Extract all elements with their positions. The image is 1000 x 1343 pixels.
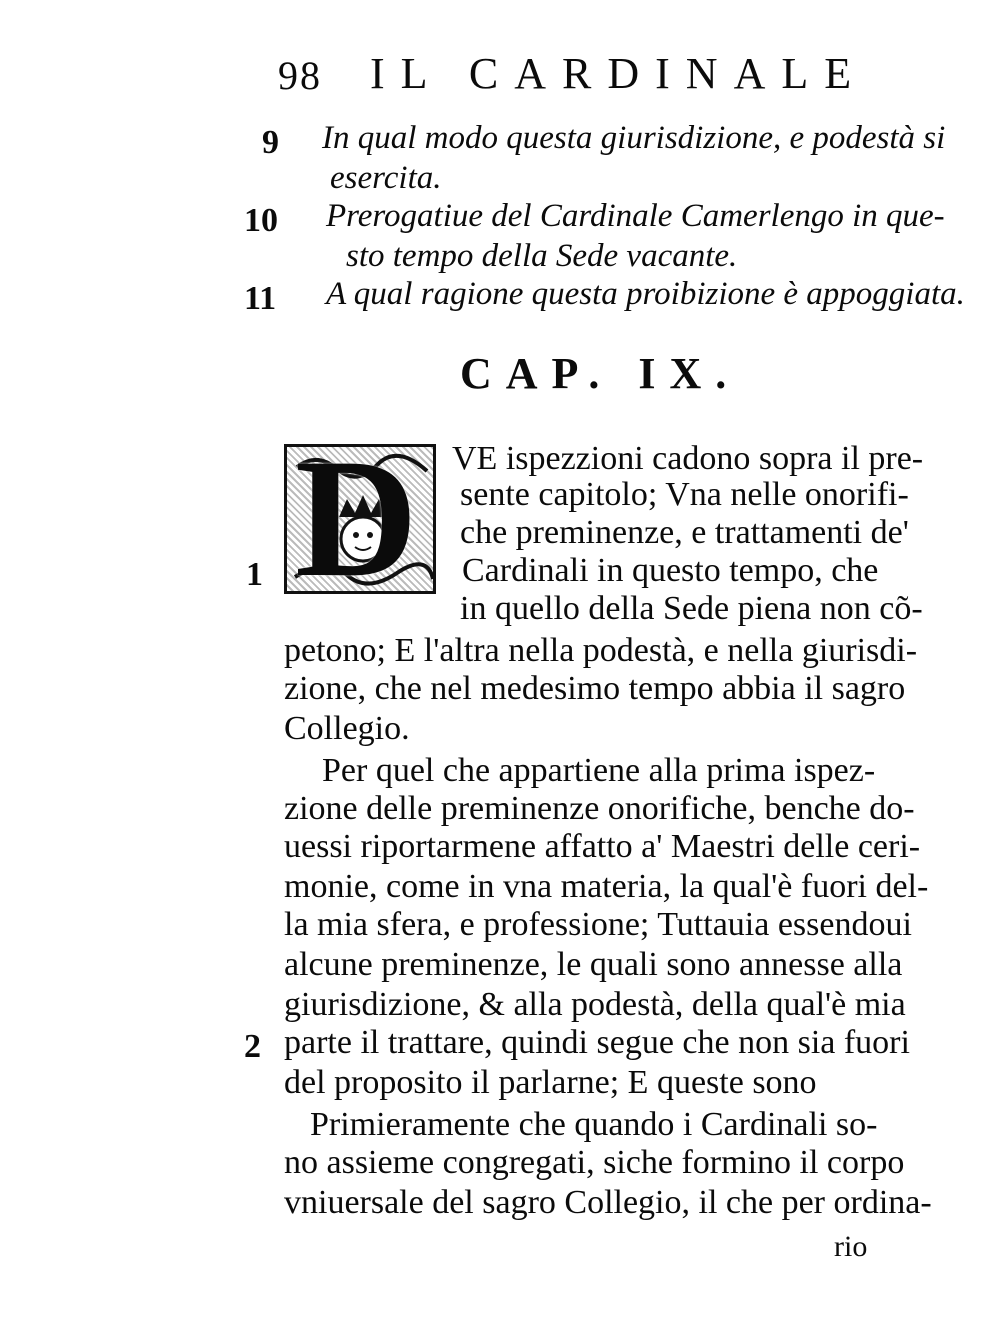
text-line: Cardinali in questo tempo, che	[462, 552, 879, 589]
summary-line: In qual modo questa giurisdizione, e podestà si	[322, 120, 946, 156]
summary-number: 11	[244, 280, 277, 317]
chapter-heading: CAP. IX.	[460, 349, 741, 398]
text-line: Per quel che appartiene alla prima ispez-	[322, 752, 876, 789]
text-line: alcune preminenze, le quali sono annesse alla	[284, 946, 903, 983]
summary-number: 10	[244, 202, 278, 239]
text-line: monie, come in vna materia, la qual'è fuori del-	[284, 868, 929, 905]
margin-number: 2	[244, 1028, 261, 1065]
margin-number: 1	[246, 556, 263, 593]
text-line: uessi riportarmene affatto a' Maestri delle ceri-	[284, 828, 921, 865]
text-line: parte il trattare, quindi segue che non sia fuori	[284, 1024, 910, 1061]
text-line: VE ispezzioni cadono sopra il pre-	[452, 440, 924, 477]
text-line: sente capitolo; Vna nelle onorifi-	[460, 476, 909, 513]
summary-number: 9	[262, 124, 279, 161]
page-number: 98	[278, 53, 322, 98]
summary-line: A qual ragione questa proibizione è appoggiata.	[326, 276, 965, 312]
summary-line: sto tempo della Sede vacante.	[346, 238, 738, 274]
summary-line: Prerogatiue del Cardinale Camerlengo in que-	[326, 198, 945, 234]
text-line: del proposito il parlarne; E queste sono	[284, 1064, 817, 1101]
text-line: zione delle preminenze onorifiche, benche do-	[284, 790, 915, 827]
drop-cap-illustration	[284, 444, 436, 594]
text-line: zione, che nel medesimo tempo abbia il sagro	[284, 670, 906, 707]
running-title: IL CARDINALE	[370, 49, 868, 98]
summary-line: esercita.	[330, 160, 442, 196]
text-line: la mia sfera, e professione; Tuttauia essendoui	[284, 906, 912, 943]
text-line: in quello della Sede piena non cõ-	[460, 590, 923, 627]
drop-cap-letter: D	[295, 444, 418, 594]
text-line: che preminenze, e trattamenti de'	[460, 514, 909, 551]
text-line: Primieramente che quando i Cardinali so-	[310, 1106, 878, 1143]
text-line: petono; E l'altra nella podestà, e nella giurisdi-	[284, 632, 918, 669]
text-line: giurisdizione, & alla podestà, della qual'è mia	[284, 986, 906, 1023]
catchword: rio	[834, 1230, 868, 1263]
text-line: no assieme congregati, siche formino il corpo	[284, 1144, 905, 1181]
text-line: Collegio.	[284, 710, 410, 747]
text-line: vniuersale del sagro Collegio, il che per ordina-	[284, 1184, 932, 1221]
